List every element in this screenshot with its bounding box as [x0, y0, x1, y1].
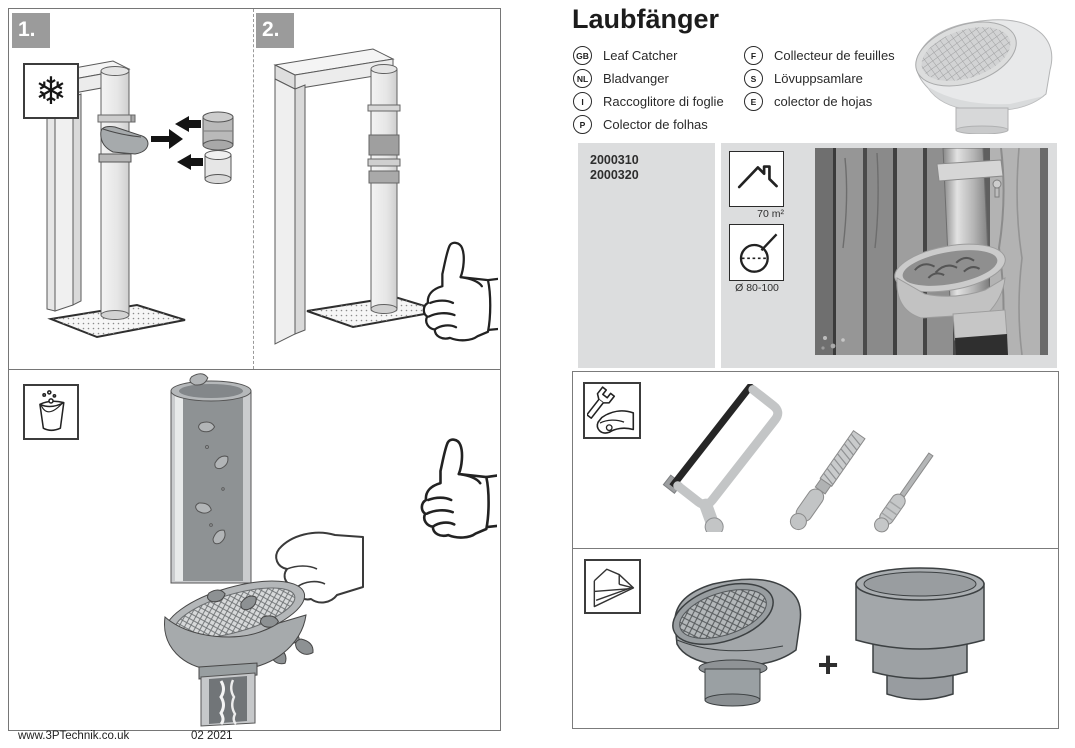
arrow-left-icon — [175, 116, 201, 132]
lang-code-badge: GB — [573, 46, 592, 65]
thumbs-up-icon — [424, 243, 498, 341]
pipe-diameter-value: Ø 80-100 — [735, 282, 779, 294]
lang-label: Bladvanger — [603, 71, 669, 86]
leaf-catcher-part — [661, 566, 808, 708]
file-illustration — [789, 419, 873, 533]
lang-code-badge: NL — [573, 69, 592, 88]
lang-label: Raccoglitore di foglie — [603, 94, 724, 109]
installed-photo — [815, 148, 1048, 355]
outlet-pipe — [201, 673, 255, 726]
language-row — [744, 44, 895, 67]
language-row — [573, 44, 724, 67]
lang-label: Colector de folhas — [603, 117, 708, 132]
step-divider — [253, 9, 254, 369]
language-list-left — [573, 44, 724, 136]
pipe-diameter-icon — [733, 229, 781, 277]
article-number-box — [578, 143, 715, 368]
plus-sign: + — [817, 644, 839, 685]
thumbs-up-icon — [413, 427, 497, 547]
language-row — [573, 90, 724, 113]
tools-pictogram — [583, 382, 641, 439]
leaf-catcher-insert — [99, 127, 148, 163]
downpipe-with-fittings — [368, 65, 400, 314]
delivery-pictogram — [584, 559, 641, 614]
section-divider — [9, 369, 500, 370]
roof-area-value: 70 m² — [757, 208, 784, 220]
lang-code-badge: S — [744, 69, 763, 88]
arrow-left-icon — [177, 154, 203, 170]
lang-label: Lövuppsamlare — [774, 71, 863, 86]
arrow-right-icon — [151, 129, 183, 149]
roof-area-icon — [733, 155, 781, 203]
wrench-hand-icon — [587, 386, 637, 436]
language-row — [573, 67, 724, 90]
specs-and-photo-box — [721, 143, 1057, 368]
website-link[interactable]: www.3PTechnik.co.uk — [18, 730, 130, 742]
lang-label: Leaf Catcher — [603, 48, 678, 63]
cut-open-pipe — [171, 381, 251, 583]
lang-code-badge: I — [573, 92, 592, 111]
article-number: 2000320 — [590, 168, 639, 182]
lang-code-badge: F — [744, 46, 763, 65]
language-list-right — [744, 44, 895, 113]
tools-and-parts-panel — [572, 371, 1059, 729]
hacksaw-illustration — [659, 384, 795, 532]
downpipe-section-icon — [589, 563, 637, 611]
language-row — [744, 90, 895, 113]
snowflake-pictogram — [23, 63, 79, 119]
lang-label: Collecteur de feuilles — [774, 48, 895, 63]
instruction-panel — [8, 8, 501, 731]
winter-fittings — [203, 112, 233, 184]
cutaway-illustration — [95, 371, 370, 727]
adapter-part — [849, 564, 991, 711]
downpipe — [98, 67, 135, 320]
issue-date: 02 2021 — [191, 730, 233, 742]
panel-divider — [573, 548, 1058, 549]
screwdriver-illustration — [873, 444, 941, 534]
step2-number: 2. — [262, 18, 280, 41]
snowflake-icon: ❄ — [35, 69, 67, 113]
lang-code-badge: E — [744, 92, 763, 111]
bucket-pictogram — [23, 384, 79, 440]
step1-number: 1. — [18, 18, 36, 41]
step2-illustration — [255, 39, 498, 367]
step1-badge — [12, 13, 50, 48]
pipe-diameter-pictogram — [729, 224, 784, 281]
roof-area-pictogram — [729, 151, 784, 207]
lang-label: colector de hojas — [774, 94, 873, 109]
article-number: 2000310 — [590, 153, 639, 167]
bucket-icon — [28, 389, 74, 435]
language-row — [744, 67, 895, 90]
product-photo — [900, 10, 1062, 134]
lang-code-badge: P — [573, 115, 592, 134]
page-title: Laubfänger — [572, 4, 720, 34]
language-row — [573, 113, 724, 136]
